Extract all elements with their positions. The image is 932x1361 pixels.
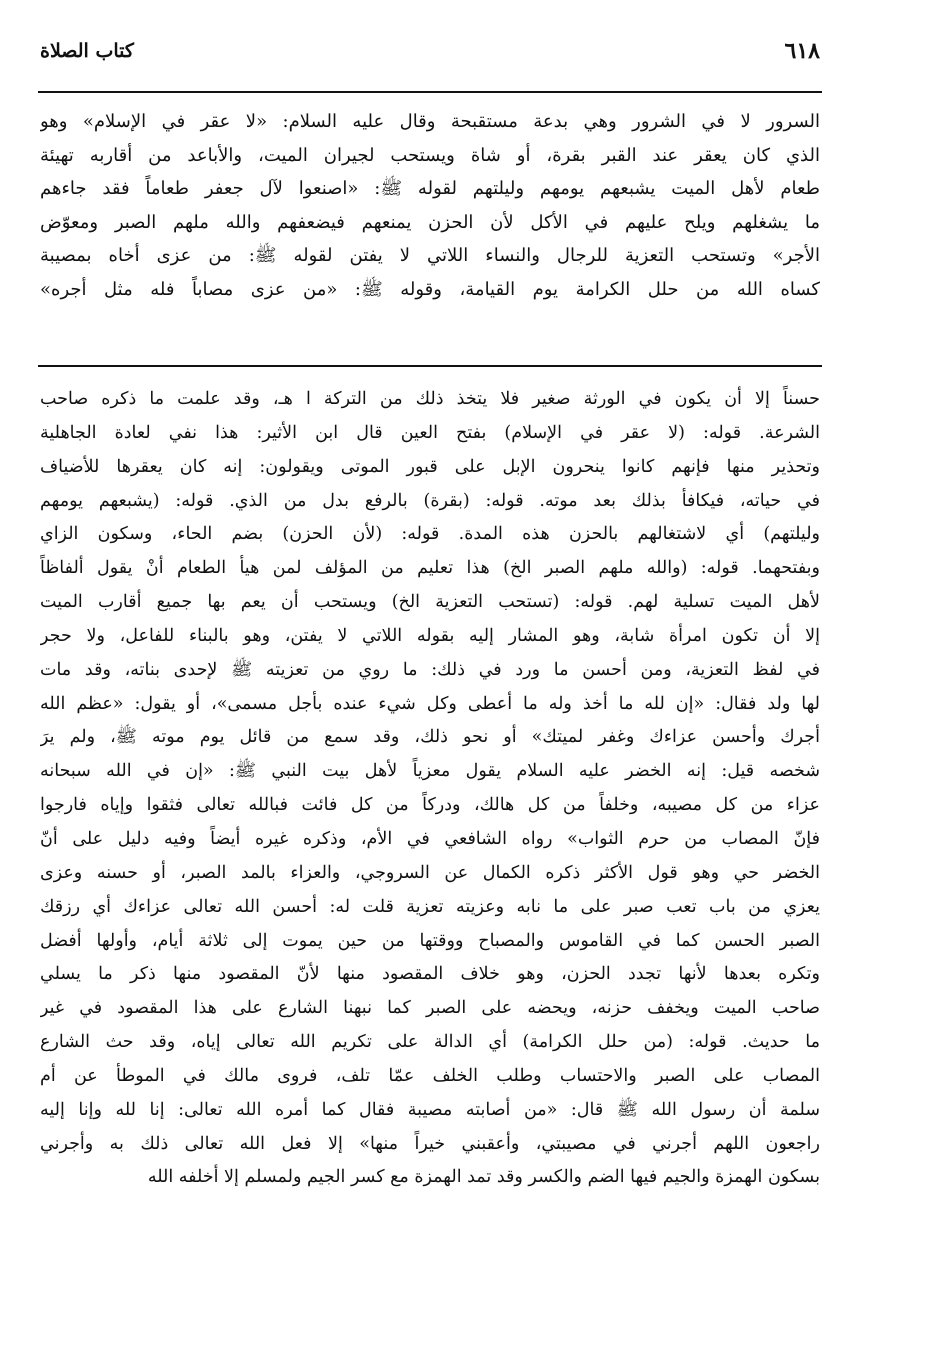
commentary-line: حسناً إلا أن يكون في الورثة صغير فلا يتخذ ذلك من التركة ا هـ، وقد علمت ما ذكره صاحب — [40, 389, 820, 409]
commentary-line: عزاء من كل مصيبه، وخلفاً من كل هالك، ودركاً من كل فائت فبالله تعالى فثقوا وإياه فارجوا — [40, 795, 820, 816]
main-text-line: كساه الله من حلل الكرامة يوم القيامة، وقوله ﷺ: «من عزى مصاباً فله مثل أجره» — [40, 278, 820, 300]
main-text-line: السرور لا في الشرور وهي بدعة مستقبحة وقال عليه السلام: «لا عقر في الإسلام» وهو — [40, 111, 820, 132]
commentary-line: لها ولد فقال: «إن لله ما أخذ وله ما أعطى وكل شيء عنده بأجل مسمى»، أو يقول: «عظم الله — [40, 693, 820, 714]
main-text-line: طعام لأهل الميت يشبعهم يومهم وليلتهم لقوله ﷺ: «اصنعوا لآل جعفر طعاماً فقد جاءهم — [40, 178, 820, 200]
main-text-line: الذي كان يعقر عند القبر بقرة، أو شاة ويستحب لجيران الميت، والأباعد من أقاربه تهيئة — [40, 144, 820, 166]
commentary-line: لأهل الميت تسلية لهم. قوله: (تستحب التعزية الخ) ويستحب أن يعم بها جميع أقارب الميت — [40, 592, 820, 613]
commentary-line: إلا أن تكون امرأة شابة، وهو المشار إليه بقوله اللاتي لا يفتن، وهو بالبناء للفاعل، ولا حجر — [40, 625, 820, 646]
commentary-line: الشرعة. قوله: (لا عقر في الإسلام) بفتح العين قال ابن الأثير: هذا نفي لعادة الجاهلية — [40, 422, 820, 443]
commentary-line: في لفظ التعزية، ومن أحسن ما ورد في ذلك: ما روي من تعزيته ﷺ لإحدى بناته، وقد مات — [40, 659, 820, 680]
commentary-line: شخصه قيل: إنه الخضر عليه السلام يقول معزياً لأهل بيت النبي ﷺ: «إن في الله سبحانه — [40, 761, 820, 782]
commentary-line: وتحذير منها فإنهم كانوا ينحرون الإبل على قبور الموتى ويقولون: إنه كان يعقرها للأضياف — [40, 456, 820, 477]
commentary-line: صاحب الميت ويخفف حزنه، ويحضه على الصبر كما نبهنا الشارع على هذا المقصود في غير — [40, 998, 820, 1019]
commentary-line: سلمة أن رسول الله ﷺ قال: «من أصابته مصيبة فقال كما أمره الله تعالى: إنا لله وإنا إليه — [40, 1099, 820, 1120]
commentary-line: أجرك وأحسن عزاءك وغفر لميتك» أو نحو ذلك، وقد سمع من قائل يوم موته ﷺ، ولم يرَ — [40, 727, 820, 748]
commentary-line: وليلتهم) أي لاشتغالهم بالحزن هذه المدة. قوله: (لأن الحزن) بضم الحاء، وسكون الزاي — [40, 524, 820, 545]
commentary-line: يعزي من باب تعب صبر على ما نابه وعزيته تعزية قلت له: أحسن الله تعالى عزاءك أي رزقك — [40, 896, 820, 917]
commentary-line: الصبر الحسن كما في القاموس والمصباح ووقتها من حين يموت إلى ثلاثة أيام، وأولها أفضل — [40, 930, 820, 951]
commentary-line: بسكون الهمزة والجيم فيها الضم والكسر وقد تمد الهمزة مع كسر الجيم ولمسلم إلا أخلفه الله — [147, 1167, 820, 1188]
commentary-line: فإنّ المصاب من حرم الثواب» رواه الشافعي في الأم، وذكره غيره أيضاً وفيه دليل على أنّ — [40, 828, 820, 849]
book-title: كتاب الصلاة — [40, 40, 134, 62]
commentary-line: الخضر حي وهو قول الأكثر ذكره الكمال عن السروجي، والعزاء بالمد الصبر، أو حسنه وعزى — [40, 862, 820, 883]
page-header — [40, 40, 820, 80]
section-divider — [38, 365, 822, 367]
main-text — [40, 105, 820, 307]
commentary-line: وتكره بعدها لأنها تجدد الحزن، وهو خلاف المقصود منها لأنّ المقصود منها ذكر ما يسلي — [40, 964, 820, 985]
main-text-line: ما يشغلهم ويلح عليهم في الأكل لأن الحزن يمنعهم فيضعفهم والله ملهم الصبر ومعوّض — [40, 211, 820, 233]
header-divider — [38, 91, 822, 93]
commentary-line: راجعون اللهم أجرني في مصيبتي، وأعقبني خيراً منها» إلا فعل الله تعالى ذلك به وأجرني — [40, 1133, 820, 1154]
main-text-line: الأجر» وتستحب التعزية للرجال والنساء اللاتي لا يفتن لقوله ﷺ: من عزى أخاه بمصيبة — [40, 245, 820, 267]
commentary-line: ما حديث. قوله: (من حلل الكرامة) أي الدالة على تكريم الله تعالى إياه، وقد حث الشارع — [40, 1032, 820, 1053]
commentary-line: في حياته، فيكافأ بذلك بعد موته. قوله: (بقرة) بالرفع بدل من الذي. قوله: (يشبعهم يومهم — [40, 490, 820, 511]
commentary-line: وبفتحهما. قوله: (والله ملهم الصبر الخ) هذا تعليم من المؤلف لمن هيأ الطعام أنْ يقول ألفاظاً — [40, 558, 820, 579]
page-number: ٦١٨ — [784, 38, 820, 64]
commentary-line: المصاب على الصبر والاحتساب وطلب الخلف عمّا تلف، فروى مالك في الموطأ عن أم — [40, 1065, 820, 1086]
commentary-text — [40, 383, 820, 1195]
